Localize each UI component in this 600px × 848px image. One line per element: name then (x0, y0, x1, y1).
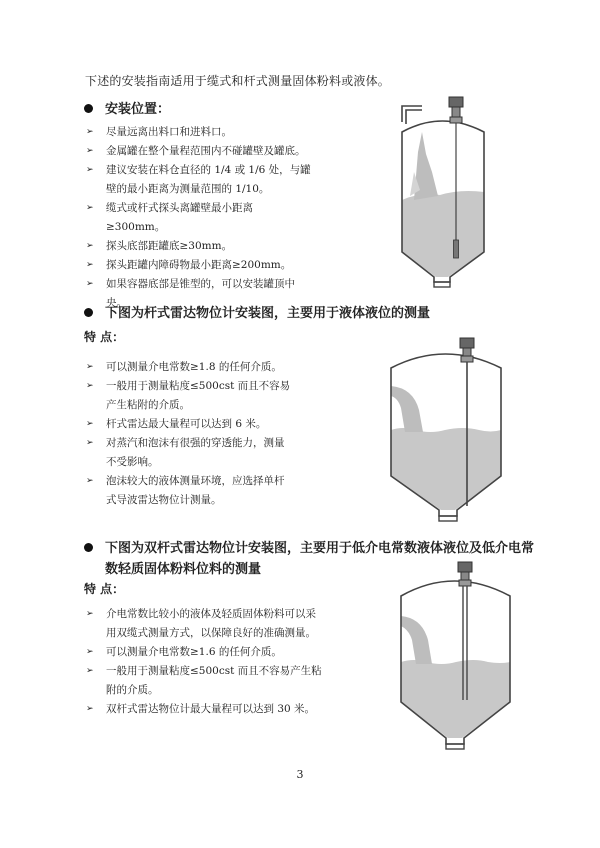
arrow-right-icon: ➢ (86, 279, 94, 289)
section1-heading-text: 安装位置： (105, 102, 171, 117)
list-item: ➢ 建议安装在料仓直径的 1/4 或 1/6 处，与罐 (86, 161, 311, 180)
list-item: ➢ 如果容器底部是锥型的，可以安装罐顶中央。 (86, 275, 311, 313)
filled-circle-icon (84, 104, 93, 113)
list-item: ➢ 可以测量介电常数≥1.6 的任何介质。 (86, 643, 346, 662)
arrow-right-icon: ➢ (86, 609, 94, 619)
list-item-continuation: 壁的最小距离为测量范围的 1/10。 (106, 183, 270, 195)
arrow-right-icon: ➢ (86, 260, 94, 270)
arrow-right-icon: ➢ (86, 704, 94, 714)
section2-heading-text: 下图为杆式雷达物位计安装图，主要用于液体液位的测量 (105, 306, 431, 321)
list-item: ➢ 双杆式雷达物位计最大量程可以达到 30 米。 (86, 700, 346, 719)
arrow-right-icon: ➢ (86, 241, 94, 251)
list-item: ➢ 一般用于测量粘度≤500cst 而且不容易 (86, 377, 311, 396)
tank-diagram-twin-rod (396, 560, 516, 750)
list-item: ➢ 杆式雷达最大量程可以达到 6 米。 (86, 415, 311, 434)
list-item: ➢ 探头底部距罐底≥30mm。 (86, 237, 311, 256)
arrow-right-icon: ➢ (86, 165, 94, 175)
section1-heading (84, 98, 170, 117)
features-label: 特 点： (84, 330, 125, 344)
arrow-right-icon: ➢ (86, 666, 94, 676)
arrow-right-icon: ➢ (86, 419, 94, 429)
list-item: ➢ 金属罐在整个量程范围内不碰罐壁及罐底。 (86, 142, 311, 161)
list-item-continuation: 附的介质。 (106, 684, 159, 696)
arrow-right-icon: ➢ (86, 381, 94, 391)
arrow-right-icon: ➢ (86, 476, 94, 486)
page-number: 3 (296, 768, 304, 781)
section3-heading-line2: 数轻质固体粉料位料的测量 (105, 562, 262, 577)
tank-diagram-single-rod (383, 338, 513, 528)
list-item: ➢ 泡沫较大的液体测量环境，应选择单杆 (86, 472, 311, 491)
section2-heading (84, 302, 430, 321)
list-item-continuation: 产生粘附的介质。 (106, 399, 190, 411)
section1-list (86, 123, 311, 313)
list-item: ➢ 缆式或杆式探头离罐壁最小距离≥300mm。 (86, 199, 311, 237)
arrow-right-icon: ➢ (86, 127, 94, 137)
list-item: ➢ 对蒸汽和泡沫有很强的穿透能力，测量 (86, 434, 311, 453)
section3-list (86, 605, 346, 719)
list-item-continuation: 式导波雷达物位计测量。 (106, 494, 222, 506)
section3-heading-line1: 下图为双杆式雷达物位计安装图，主要用于低介电常数液体液位及低介电常 (105, 541, 535, 556)
list-item-continuation: 不受影响。 (106, 456, 159, 468)
arrow-right-icon: ➢ (86, 647, 94, 657)
arrow-right-icon: ➢ (86, 146, 94, 156)
list-item: ➢ 尽量远离出料口和进料口。 (86, 123, 311, 142)
arrow-right-icon: ➢ (86, 362, 94, 372)
silo-diagram-solid (380, 92, 510, 302)
intro-text: 下述的安装指南适用于缆式和杆式测量固体粉料或液体。 (85, 74, 391, 88)
list-item: ➢ 介电常数比较小的液体及轻质固体粉料可以采 (86, 605, 346, 624)
arrow-right-icon: ➢ (86, 438, 94, 448)
filled-circle-icon (84, 543, 93, 552)
arrow-right-icon: ➢ (86, 203, 94, 213)
list-item: ➢ 可以测量介电常数≥1.8 的任何介质。 (86, 358, 311, 377)
list-item: ➢ 探头距罐内障碍物最小距离≥200mm。 (86, 256, 311, 275)
list-item-continuation: 用双缆式测量方式，以保障良好的准确测量。 (106, 627, 316, 639)
filled-circle-icon (84, 308, 93, 317)
section2-list (86, 358, 311, 510)
list-item: ➢ 一般用于测量粘度≤500cst 而且不容易产生粘 (86, 662, 346, 681)
features-label: 特 点： (84, 582, 125, 596)
